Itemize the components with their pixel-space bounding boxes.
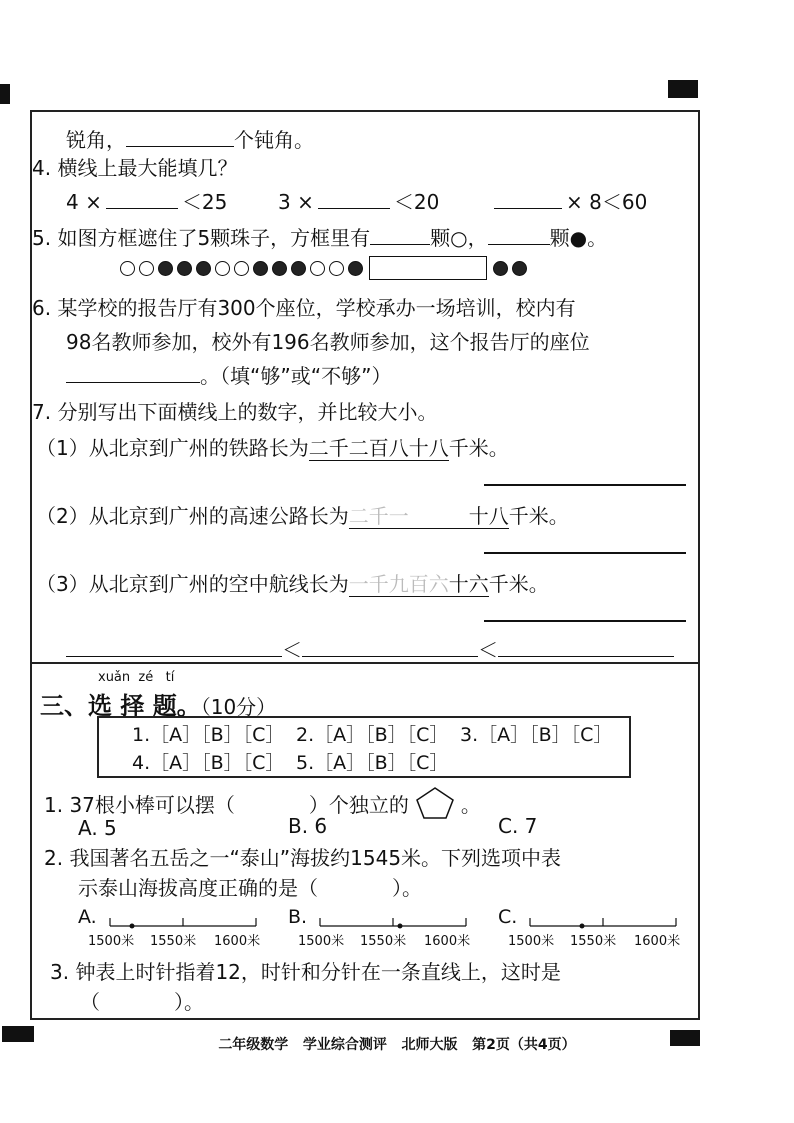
q7-p2-faint: 二千一	[348, 504, 409, 528]
q5-mid: 颗○，	[430, 226, 488, 250]
mc2-line-2	[78, 872, 422, 901]
cover-box	[369, 256, 487, 280]
mc2-a-label-1500: 1500米	[88, 934, 135, 949]
page-footer: 二年级数学 学业综合测评 北师大版 第2页（共4页）	[218, 1037, 576, 1053]
q3-blank[interactable]	[126, 126, 234, 147]
bead-black	[512, 261, 527, 276]
bead-white	[329, 261, 344, 276]
q5-blank-black[interactable]	[488, 224, 550, 245]
section3-score: （10分）	[200, 695, 277, 719]
q7-p1-number: 二千二百八十八	[308, 436, 449, 460]
mc1-end: 。	[460, 792, 481, 817]
answer-sheet-q2[interactable]: 2.［A］［B］［C］	[296, 724, 449, 746]
q4-blank-1[interactable]	[106, 188, 178, 209]
q4-e2-pre: 3 ×	[278, 190, 314, 214]
answer-sheet-row-2	[132, 748, 448, 775]
bead-black	[158, 261, 173, 276]
q7-part-2	[36, 500, 569, 529]
q7-part-3	[36, 568, 549, 597]
mc1-post: ）个独立的	[308, 792, 409, 817]
mc3-line-1: 3. 钟表上时针指着12，时针和分针在一条直线上，这时是	[50, 960, 561, 984]
q7-p2-post: 千米。	[508, 504, 569, 528]
mc3-line-2	[80, 986, 204, 1015]
compare-lt-2: ＜	[478, 638, 498, 662]
q7-part-1	[36, 432, 509, 461]
bead-black	[196, 261, 211, 276]
q4-expr-3	[494, 186, 647, 215]
mc2-l2-text: 示泰山海拔高度正确的是（	[78, 876, 318, 900]
answer-sheet-q5[interactable]: 5.［A］［B］［C］	[296, 752, 449, 774]
section3-pinyin: xuǎn zé tí	[98, 670, 175, 685]
q7-p2-number	[349, 504, 509, 529]
mc2-option-a[interactable]	[78, 906, 268, 950]
mc2-line-1: 2. 我国著名五岳之一“泰山”海拔约1545米。下列选项中表	[44, 846, 562, 870]
q4-e3-post: × 8＜60	[566, 190, 648, 214]
q7-p2-visible: 十八	[468, 504, 509, 528]
mc3-l2-post: ）。	[174, 990, 204, 1014]
q3-tail	[66, 124, 314, 153]
mc2-b-label-1500: 1500米	[298, 934, 345, 949]
q7-answer-line-3[interactable]	[484, 620, 686, 622]
q7-p3-post: 千米。	[488, 572, 549, 596]
mc2-label-b: B.	[288, 906, 308, 928]
mc2-c-label-1550: 1550米	[570, 934, 617, 949]
mc2-option-b[interactable]	[288, 906, 478, 950]
q7-p3-pre: （3）从北京到广州的空中航线长为	[36, 572, 349, 596]
q6-line-2: 98名教师参加，校外有196名教师参加，这个报告厅的座位	[66, 330, 590, 354]
q7-p3-visible: 十六	[448, 572, 489, 596]
bead-white	[234, 261, 249, 276]
section3-title: 三、选 择 题。	[40, 692, 201, 720]
q6-blank[interactable]	[66, 362, 200, 383]
mc2-b-label-1600: 1600米	[424, 934, 471, 949]
q4-e1-post: ＜25	[181, 190, 228, 214]
compare-lt-1: ＜	[282, 638, 302, 662]
q4-stem: 4. 横线上最大能填几？	[32, 156, 238, 180]
q6-tail: 。（填“够”或“不够”）	[200, 364, 392, 388]
mc2-label-a: A.	[78, 906, 97, 928]
mc2-b-label-1550: 1550米	[360, 934, 407, 949]
q5-end: 颗●。	[549, 226, 608, 250]
answer-sheet-q1[interactable]: 1.［A］［B］［C］	[132, 724, 285, 746]
q3-tail-text: 个钝角。	[234, 128, 314, 152]
q7-answer-line-1[interactable]	[484, 484, 686, 486]
bead-black	[291, 261, 306, 276]
q3-lead: 锐角，	[66, 128, 126, 152]
q5-bead-row	[120, 256, 531, 280]
number-line-c	[526, 908, 686, 930]
bead-black	[253, 261, 268, 276]
q7-p1-pre: （1）从北京到广州的铁路长为	[36, 436, 309, 460]
q7-p1-post: 千米。	[448, 436, 509, 460]
q4-expr-2	[278, 186, 439, 215]
corner-mark-top-left	[0, 84, 10, 104]
q7-p2-pre: （2）从北京到广州的高速公路长为	[36, 504, 349, 528]
q7-p3-number	[349, 572, 489, 597]
mc1-option-b[interactable]: B. 6	[288, 814, 328, 838]
q4-expr-1	[66, 186, 227, 215]
answer-sheet-row-1	[132, 720, 612, 747]
bead-black	[493, 261, 508, 276]
mc1-option-c[interactable]: C. 7	[498, 814, 538, 838]
mc2-option-c[interactable]	[498, 906, 688, 950]
q4-e1-pre: 4 ×	[66, 190, 102, 214]
q4-blank-2[interactable]	[318, 188, 390, 209]
bead-black	[177, 261, 192, 276]
q5-blank-white[interactable]	[370, 224, 430, 245]
q7-answer-line-2[interactable]	[484, 552, 686, 554]
bead-black	[348, 261, 363, 276]
mc3-l2-pre: （	[80, 990, 100, 1014]
bead-black	[272, 261, 287, 276]
answer-sheet-q3[interactable]: 3.［A］［B］［C］	[460, 724, 613, 746]
bead-white	[139, 261, 154, 276]
mc2-a-label-1550: 1550米	[150, 934, 197, 949]
mc2-c-label-1500: 1500米	[508, 934, 555, 949]
answer-sheet-q4[interactable]: 4.［A］［B］［C］	[132, 752, 285, 774]
beads-after	[493, 261, 531, 276]
q7-compare-row	[66, 634, 674, 663]
mc2-label-c: C.	[498, 906, 518, 928]
bead-white	[310, 261, 325, 276]
bead-white	[120, 261, 135, 276]
q6-line-1: 6. 某学校的报告厅有300个座位，学校承办一场培训，校内有	[32, 296, 576, 320]
mc2-c-label-1600: 1600米	[634, 934, 681, 949]
mc2-a-label-1600: 1600米	[214, 934, 261, 949]
compare-blank-1[interactable]	[66, 636, 282, 657]
compare-blank-3[interactable]	[498, 636, 674, 657]
pentagon-icon	[415, 786, 455, 820]
corner-mark-top-right	[668, 80, 698, 98]
mc2-l2-end: ）。	[392, 876, 422, 900]
mc1-option-a[interactable]: A. 5	[78, 816, 117, 840]
beads-before	[120, 261, 367, 276]
q7-stem: 7. 分别写出下面横线上的数字，并比较大小。	[32, 400, 438, 424]
q4-e2-post: ＜20	[393, 190, 440, 214]
mc1-stem	[44, 786, 481, 820]
compare-blank-2[interactable]	[302, 636, 478, 657]
q5-stem	[32, 222, 607, 251]
bead-white	[215, 261, 230, 276]
q6-line-3	[66, 360, 391, 389]
number-line-b	[316, 908, 476, 930]
q7-p3-faint: 一千九百六	[348, 572, 449, 596]
q4-blank-3[interactable]	[494, 188, 562, 209]
mc1-pre: 1. 37根小棒可以摆（	[44, 792, 235, 817]
number-line-a	[106, 908, 266, 930]
q5-stem-text: 5. 如图方框遮住了5颗珠子，方框里有	[32, 226, 371, 250]
